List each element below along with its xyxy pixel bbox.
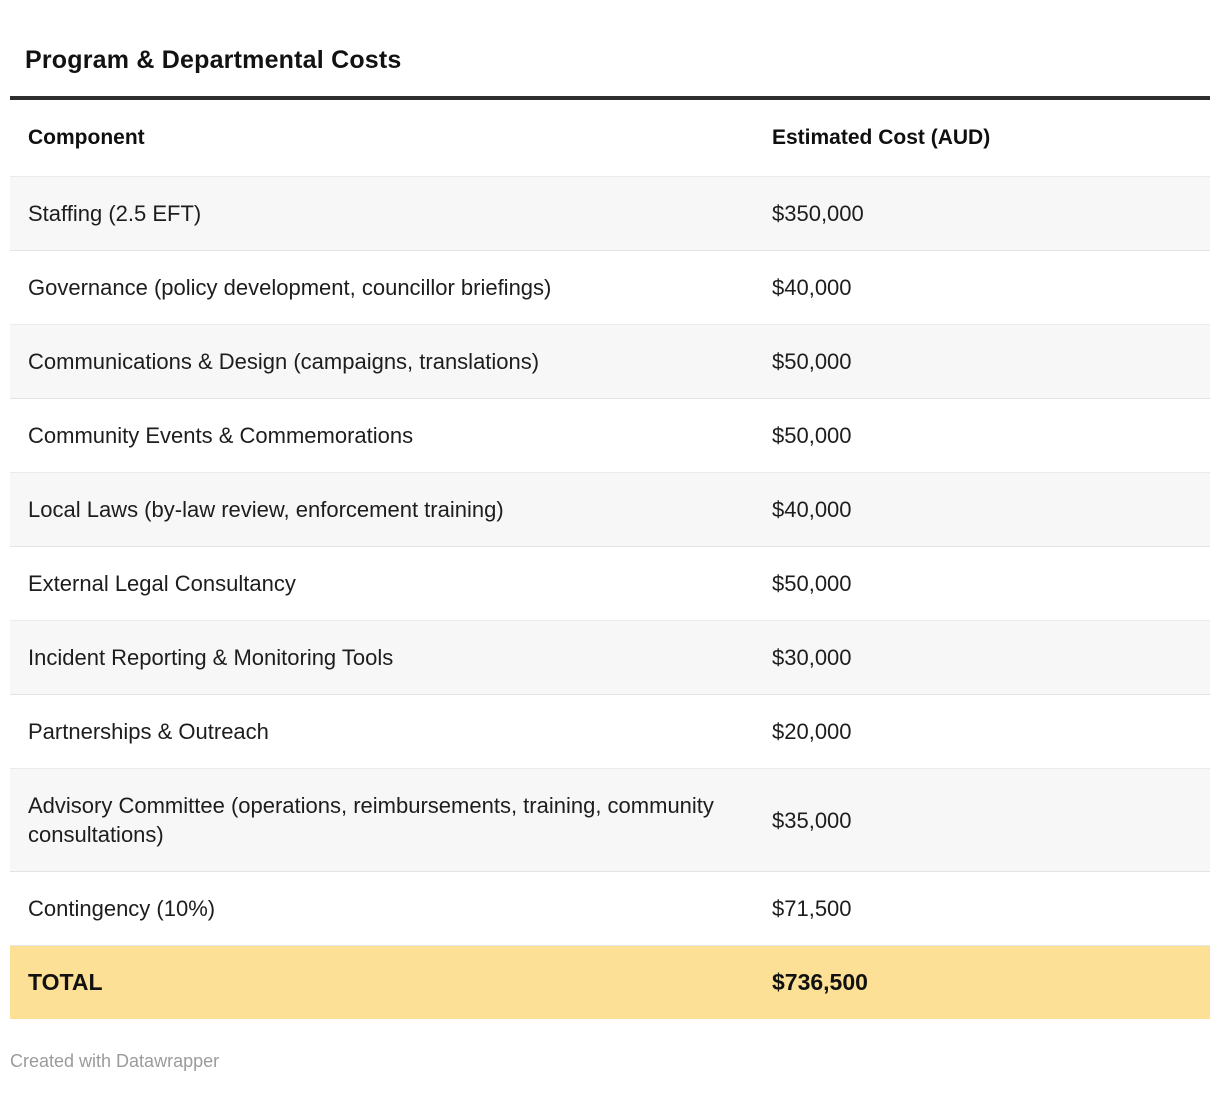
table-row xyxy=(10,695,1210,769)
cost-cell: $71,500 xyxy=(772,896,852,921)
table-row xyxy=(10,872,1210,946)
component-cell: Governance (policy development, councillor briefings) xyxy=(28,275,552,300)
table-row xyxy=(10,399,1210,473)
component-cell: Staffing (2.5 EFT) xyxy=(28,201,202,226)
component-cell: Partnerships & Outreach xyxy=(28,719,269,744)
cost-cell: $20,000 xyxy=(772,719,852,744)
column-header-cost: Estimated Cost (AUD) xyxy=(772,126,991,149)
table-row xyxy=(10,177,1210,251)
page-title: Program & Departmental Costs xyxy=(25,46,402,74)
component-cell: External Legal Consultancy xyxy=(28,571,296,596)
cost-cell: $350,000 xyxy=(772,201,864,226)
cost-cell: $50,000 xyxy=(772,349,852,374)
cost-cell: $50,000 xyxy=(772,571,852,596)
header-row xyxy=(10,100,1210,177)
table-row xyxy=(10,251,1210,325)
total-value-cell: $736,500 xyxy=(772,969,868,995)
component-cell: Local Laws (by-law review, enforcement training) xyxy=(28,497,504,522)
cost-cell: $50,000 xyxy=(772,423,852,448)
costs-table xyxy=(10,100,1210,1019)
table-row xyxy=(10,473,1210,547)
attribution xyxy=(10,1049,1210,1073)
table-row xyxy=(10,547,1210,621)
component-cell: Contingency (10%) xyxy=(28,896,216,921)
cost-cell: $35,000 xyxy=(772,807,852,833)
total-label-cell: TOTAL xyxy=(28,969,103,995)
total-row xyxy=(10,946,1210,1020)
component-cell: Communications & Design (campaigns, translations) xyxy=(28,349,540,374)
cost-cell: $30,000 xyxy=(772,645,852,670)
cost-cell: $40,000 xyxy=(772,275,852,300)
component-cell: Incident Reporting & Monitoring Tools xyxy=(28,645,394,670)
table-row xyxy=(10,769,1210,872)
table-row xyxy=(10,325,1210,399)
component-cell: Community Events & Commemorations xyxy=(28,423,414,448)
attribution-text: Created with Datawrapper xyxy=(10,1051,220,1071)
column-header-component: Component xyxy=(28,126,145,149)
cost-cell: $40,000 xyxy=(772,497,852,522)
table-row xyxy=(10,621,1210,695)
component-cell: Advisory Committee (operations, reimbursements, training, community consultations) xyxy=(28,793,714,847)
